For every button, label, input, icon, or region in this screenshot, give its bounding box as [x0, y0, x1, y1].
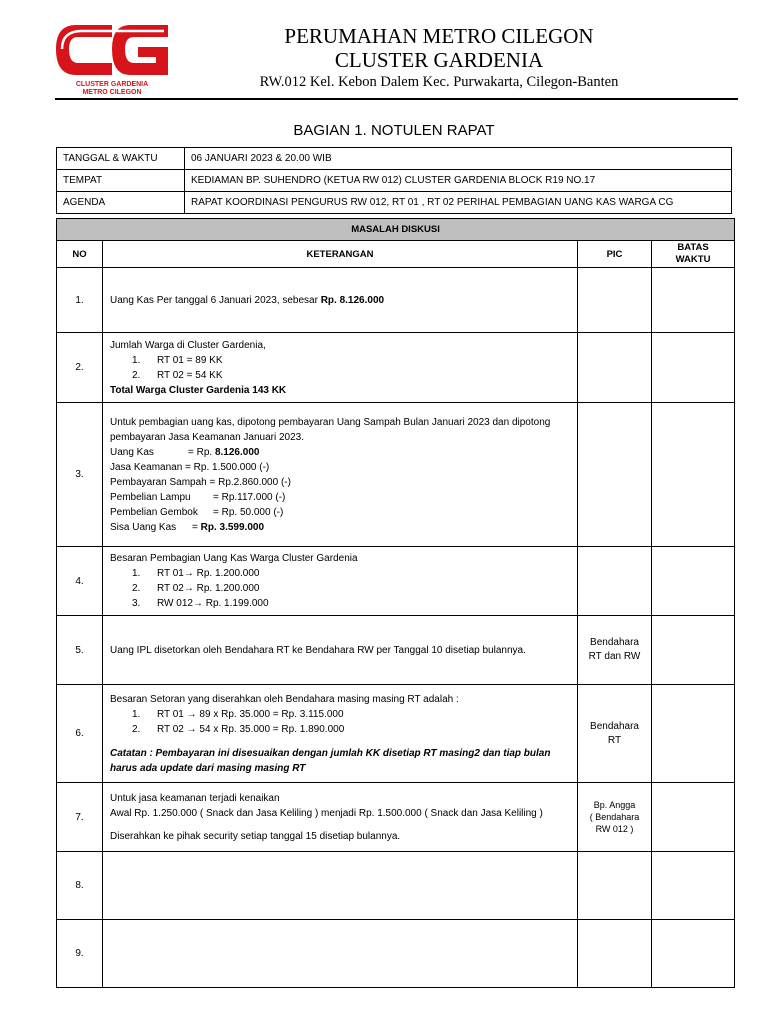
list-item: 1. RT 01→ Rp. 1.200.000 — [132, 568, 260, 579]
discussion-table — [56, 218, 735, 988]
column-header-row — [57, 241, 735, 268]
row-deadline — [652, 268, 735, 333]
row-total: Total Warga Cluster Gardenia 143 KK — [110, 384, 287, 396]
row-description — [103, 783, 578, 852]
row-deadline — [652, 616, 735, 685]
row-pic: Bp. Angga ( Bendahara RW 012 ) — [578, 783, 652, 852]
info-value: KEDIAMAN BP. SUHENDRO (KETUA RW 012) CLUSTER GARDENIA BLOCK R19 NO.17 — [185, 170, 732, 192]
row-description — [103, 547, 578, 616]
meeting-info-table — [56, 147, 732, 214]
row-text: Untuk pembagian uang kas, dipotong pembayaran Uang Sampah Bulan Januari 2023 dan dipotong — [110, 416, 551, 428]
col-no: NO — [57, 241, 103, 268]
table-row — [57, 547, 735, 616]
list-item: 1. RT 01 → 89 x Rp. 35.000 = Rp. 3.115.000 — [132, 708, 344, 720]
row-deadline — [652, 685, 735, 783]
row-pic — [578, 268, 652, 333]
row-deadline — [652, 783, 735, 852]
row-text: Uang Kas Per tanggal 6 Januari 2023, sebesar — [110, 294, 321, 306]
row-text: Jumlah Warga di Cluster Gardenia, — [110, 339, 266, 351]
info-key: TANGGAL & WAKTU — [57, 148, 185, 170]
row-number: 1. — [57, 268, 103, 333]
row-description — [103, 333, 578, 403]
table-row — [57, 685, 735, 783]
row-description: Uang IPL disetorkan oleh Bendahara RT ke Bendahara RW per Tanggal 10 disetiap bulannya. — [103, 616, 578, 685]
logo-subtitle-2: METRO CILEGON — [82, 89, 142, 96]
col-keterangan: KETERANGAN — [103, 241, 578, 268]
org-title: PERUMAHAN METRO CILEGON — [284, 24, 594, 48]
row-pic — [578, 547, 652, 616]
info-row — [57, 148, 732, 170]
row-description — [103, 852, 578, 920]
table-row — [57, 403, 735, 547]
calc-line: Pembayaran Sampah = Rp.2.860.000 (-) — [110, 476, 291, 488]
calc-line: Sisa Uang Kas = Rp. 3.599.000 — [110, 521, 264, 533]
list-item: 3. RW 012→ Rp. 1.199.000 — [132, 598, 269, 609]
row-note: Catatan : Pembayaran ini disesuaikan dengan jumlah KK disetiap RT masing2 dan tiap bulan — [110, 747, 551, 759]
row-number: 2. — [57, 333, 103, 403]
col-batas-label: BATAS — [677, 242, 709, 253]
row-number: 4. — [57, 547, 103, 616]
row-deadline — [652, 403, 735, 547]
info-row — [57, 170, 732, 192]
table-row — [57, 783, 735, 852]
table-row — [57, 852, 735, 920]
row-pic: Bendahara RT — [578, 685, 652, 783]
row-pic: Bendahara RT dan RW — [578, 616, 652, 685]
row-number: 7. — [57, 783, 103, 852]
calc-line: Jasa Keamanan = Rp. 1.500.000 (-) — [110, 461, 270, 473]
row-number: 3. — [57, 403, 103, 547]
row-text: Awal Rp. 1.250.000 ( Snack dan Jasa Keliling ) menjadi Rp. 1.500.000 ( Snack dan Jasa Keliling ) — [110, 807, 543, 819]
row-pic — [578, 852, 652, 920]
col-waktu-label: WAKTU — [675, 254, 711, 265]
table-row — [57, 920, 735, 988]
row-description — [103, 268, 578, 333]
row-text: pembayaran Jasa Keamanan Januari 2023. — [110, 431, 305, 443]
info-value: RAPAT KOORDINASI PENGURUS RW 012, RT 01 , RT 02 PERIHAL PEMBAGIAN UANG KAS WARGA CG — [185, 192, 732, 214]
col-batas-waktu — [652, 241, 735, 268]
logo-subtitle-1: CLUSTER GARDENIA — [75, 81, 149, 88]
info-row — [57, 192, 732, 214]
cg-logo-icon — [52, 19, 172, 81]
row-number: 5. — [57, 616, 103, 685]
table-row — [57, 268, 735, 333]
row-number: 6. — [57, 685, 103, 783]
row-deadline — [652, 852, 735, 920]
row-pic — [578, 920, 652, 988]
calc-line: Uang Kas = Rp. 8.126.000 — [110, 446, 260, 458]
section-title: BAGIAN 1. NOTULEN RAPAT — [293, 122, 495, 139]
address: RW.012 Kel. Kebon Dalem Kec. Purwakarta, Cilegon-Banten — [259, 74, 619, 90]
row-description — [103, 403, 578, 547]
row-deadline — [652, 920, 735, 988]
info-value: 06 JANUARI 2023 & 20.00 WIB — [185, 148, 732, 170]
row-text: Besaran Setoran yang diserahkan oleh Bendahara masing masing RT adalah : — [110, 693, 459, 705]
row-description — [103, 685, 578, 783]
list-item: 1. RT 01 = 89 KK — [132, 354, 223, 366]
table-heading: MASALAH DISKUSI — [57, 219, 735, 241]
table-row — [57, 616, 735, 685]
row-amount: Rp. 8.126.000 — [320, 294, 385, 306]
list-item: 2. RT 02 = 54 KK — [132, 369, 223, 381]
row-text: Untuk jasa keamanan terjadi kenaikan — [110, 792, 280, 804]
list-item: 2. RT 02→ Rp. 1.200.000 — [132, 583, 260, 594]
table-row — [57, 333, 735, 403]
row-number: 9. — [57, 920, 103, 988]
calc-line: Pembelian Gembok = Rp. 50.000 (-) — [110, 506, 284, 518]
row-note: harus ada update dari masing masing RT — [110, 762, 306, 774]
info-key: AGENDA — [57, 192, 185, 214]
row-text: Besaran Pembagian Uang Kas Warga Cluster Gardenia — [110, 553, 358, 564]
cluster-title: CLUSTER GARDENIA — [334, 48, 544, 72]
col-pic: PIC — [578, 241, 652, 268]
row-description — [103, 920, 578, 988]
row-deadline — [652, 333, 735, 403]
row-pic — [578, 333, 652, 403]
info-key: TEMPAT — [57, 170, 185, 192]
row-deadline — [652, 547, 735, 616]
row-pic — [578, 403, 652, 547]
row-number: 8. — [57, 852, 103, 920]
calc-line: Pembelian Lampu = Rp.117.000 (-) — [110, 491, 286, 503]
header-divider — [55, 98, 738, 100]
logo — [52, 19, 172, 99]
list-item: 2. RT 02 → 54 x Rp. 35.000 = Rp. 1.890.000 — [132, 723, 345, 735]
row-text: Diserahkan ke pihak security setiap tanggal 15 disetiap bulannya. — [110, 830, 401, 842]
